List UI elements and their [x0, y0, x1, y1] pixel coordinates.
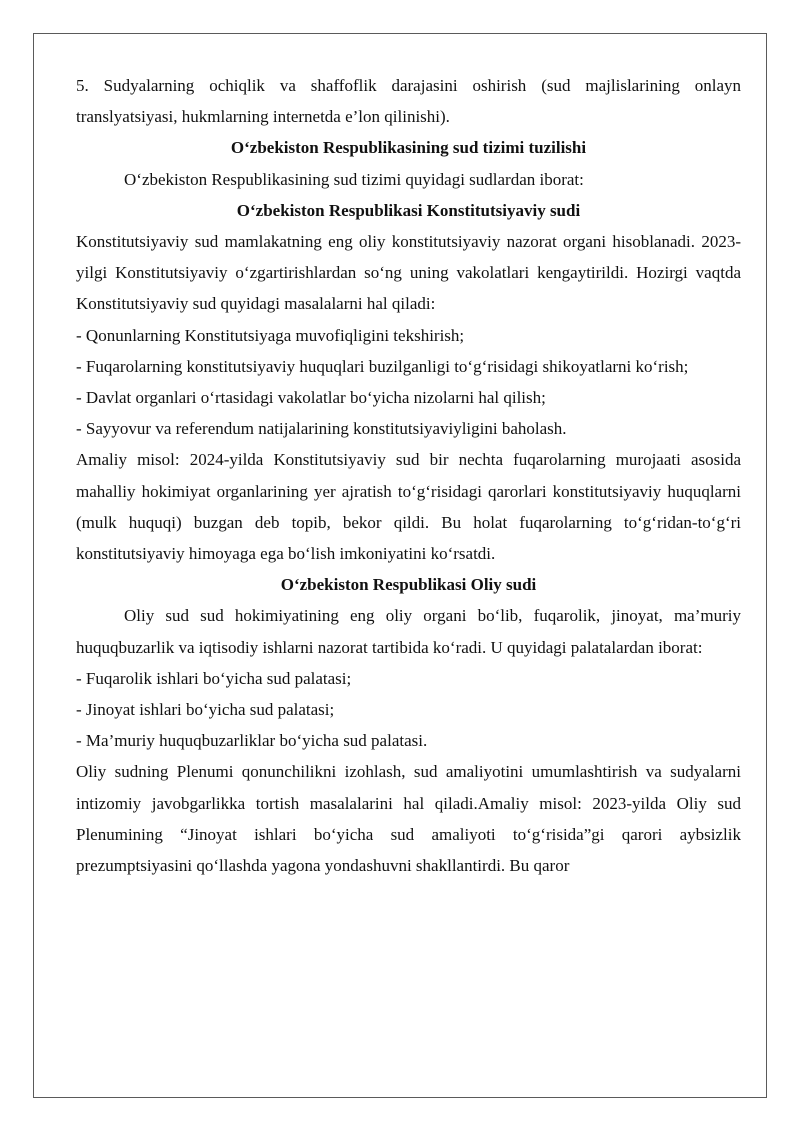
heading-court-system-structure: O‘zbekiston Respublikasining sud tizimi tuzilishi	[230, 138, 587, 158]
paragraph-practical-example-2024: Amaliy misol: 2024-yilda Konstitutsiyaviy sud bir nechta fuqarolarning murojaati asosida mahalliy hokimiyat organlarining yer ajratish to‘g‘risidagi qarorlari konstitutsiyaviy huquqlarni (mulk huquqi) buzgan deb topib, bekor qildi. Bu holat fuqarolarning to‘g‘ridan-to‘g‘ri konstitutsiyaviy himoyaga ega bo‘lish imkoniyatini ko‘rsatdi.	[76, 450, 741, 564]
paragraph-constitutional-court: Konstitutsiyaviy sud mamlakatning eng oliy konstitutsiyaviy nazorat organi hisoblanadi. 2023-yilgi Konstitutsiyaviy o‘zgartirishlardan so‘ng uning vakolatlari kengaytirildi. Hozirgi vaqtda Konstitutsiyaviy sud quyidagi masalalarni hal qiladi:	[76, 232, 741, 314]
document-body	[76, 70, 741, 881]
paragraph-supreme-court: Oliy sud sud hokimiyatining eng oliy organi bo‘lib, fuqarolik, jinoyat, ma’muriy huquqbuzarlik va iqtisodiy ishlarni nazorat tartibida ko‘radi. U quyidagi palatalardan iborat:	[76, 606, 741, 657]
paragraph-courts-intro: O‘zbekiston Respublikasining sud tizimi quyidagi sudlardan iborat:	[124, 169, 584, 189]
list-item: - Davlat organlari o‘rtasidagi vakolatlar bo‘yicha nizolarni hal qilish;	[76, 388, 546, 408]
list-item: - Fuqarolarning konstitutsiyaviy huquqlari buzilganligi to‘g‘risidagi shikoyatlarni ko‘rish;	[76, 356, 689, 376]
list-item: - Ma’muriy huquqbuzarliklar bo‘yicha sud palatasi.	[76, 731, 428, 751]
list-item: - Qonunlarning Konstitutsiyaga muvofiqligini tekshirish;	[76, 325, 465, 345]
list-item: - Jinoyat ishlari bo‘yicha sud palatasi;	[76, 700, 335, 720]
list-item: - Sayyovur va referendum natijalarining konstitutsiyaviyligini baholash.	[76, 419, 567, 439]
heading-supreme-court: O‘zbekiston Respublikasi Oliy sudi	[280, 575, 537, 595]
paragraph-transparency: 5. Sudyalarning ochiqlik va shaffoflik darajasini oshirish (sud majlislarining onlayn translyatsiyasi, hukmlarning internetda e’lon qilinishi).	[76, 76, 741, 127]
paragraph-plenum: Oliy sudning Plenumi qonunchilikni izohlash, sud amaliyotini umumlashtirish va sudyalarni intizomiy javobgarlikka tortish masalalarini hal qiladi.Amaliy misol: 2023-yilda Oliy sud Plenumining “Jinoyat ishlari bo‘yicha sud amaliyoti to‘g‘risida”gi qarori aybsizlik prezumptsiyasini qo‘llashda yagona yondashuvni shakllantirdi. Bu qaror	[76, 762, 741, 876]
heading-constitutional-court: O‘zbekiston Respublikasi Konstitutsiyaviy sudi	[236, 200, 581, 220]
list-item: - Fuqarolik ishlari bo‘yicha sud palatasi;	[76, 668, 352, 688]
